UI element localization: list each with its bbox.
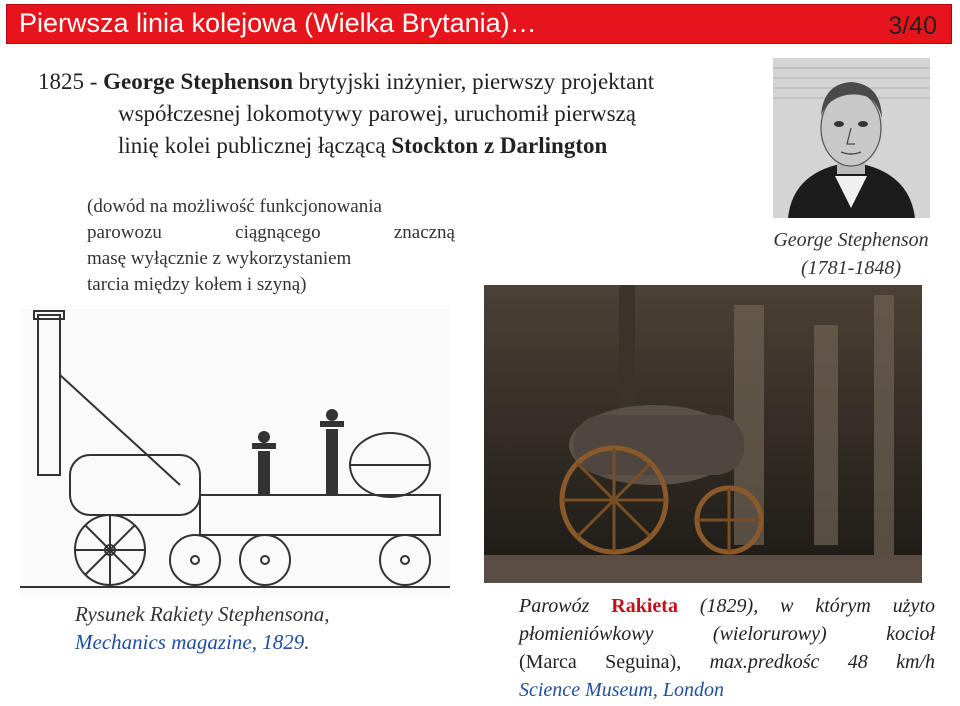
photo-caption-line-3-a: (Marca Seguina), bbox=[519, 651, 710, 673]
route-name: Stockton z Darlington bbox=[391, 133, 608, 158]
page-number: 3/40 bbox=[888, 12, 937, 40]
rocket-museum-photo bbox=[484, 285, 922, 583]
portrait-caption-name: George Stephenson bbox=[773, 229, 929, 251]
drawing-caption bbox=[75, 600, 329, 656]
intro-line-3 bbox=[38, 130, 654, 162]
intro-text bbox=[38, 66, 654, 162]
rocket-name: Rakieta bbox=[611, 595, 678, 617]
intro-line-1 bbox=[38, 66, 654, 98]
slide-title: Pierwsza linia kolejowa (Wielka Brytania)… bbox=[19, 8, 537, 38]
photo-caption-line-3-b: max.predkośc 48 km/h bbox=[709, 651, 936, 673]
photo-caption-line-1 bbox=[519, 592, 935, 620]
photo-caption-line-1-post: (1829), w którym użyto bbox=[677, 595, 935, 617]
portrait-caption bbox=[756, 226, 946, 282]
title-bar bbox=[6, 4, 952, 44]
photo-caption-museum: Science Museum, London bbox=[519, 679, 724, 701]
drawing-caption-period: . bbox=[304, 630, 310, 654]
intro-line-2: współczesnej lokomotywy parowej, uruchomił pierwszą bbox=[118, 101, 637, 126]
photo-caption-line-2: płomieniówkowy (wielorurowy) kocioł bbox=[519, 623, 935, 645]
proof-line-3: masę wyłącznie z wykorzystaniem bbox=[87, 248, 352, 269]
proof-line-2: parowozu ciągnącego znaczną bbox=[87, 222, 455, 243]
drawing-caption-line-1: Rysunek Rakiety Stephensona, bbox=[75, 602, 330, 626]
intro-line-1-rest: brytyjski inżynier, pierwszy projektant bbox=[292, 69, 655, 94]
intro-line-3-pre: linię kolei publicznej łączącą bbox=[118, 133, 392, 158]
photo-caption-line-3 bbox=[519, 648, 935, 676]
drawing-caption-source: Mechanics magazine, 1829 bbox=[75, 630, 305, 654]
photo-caption bbox=[519, 592, 935, 704]
drawing-caption-line-2 bbox=[75, 628, 329, 656]
proof-line-1: (dowód na możliwość funkcjonowania bbox=[87, 196, 382, 217]
photo-caption-line-1-pre: Parowóz bbox=[519, 595, 612, 617]
rocket-drawing-image bbox=[20, 305, 450, 595]
intro-year: 1825 - bbox=[38, 69, 104, 94]
proof-line-4: tarcia między kołem i szyną) bbox=[87, 274, 307, 295]
proof-note bbox=[87, 194, 455, 298]
portrait-caption-years: (1781-1848) bbox=[801, 257, 901, 279]
stephenson-portrait-image bbox=[773, 58, 930, 218]
inventor-name: George Stephenson bbox=[103, 69, 293, 94]
